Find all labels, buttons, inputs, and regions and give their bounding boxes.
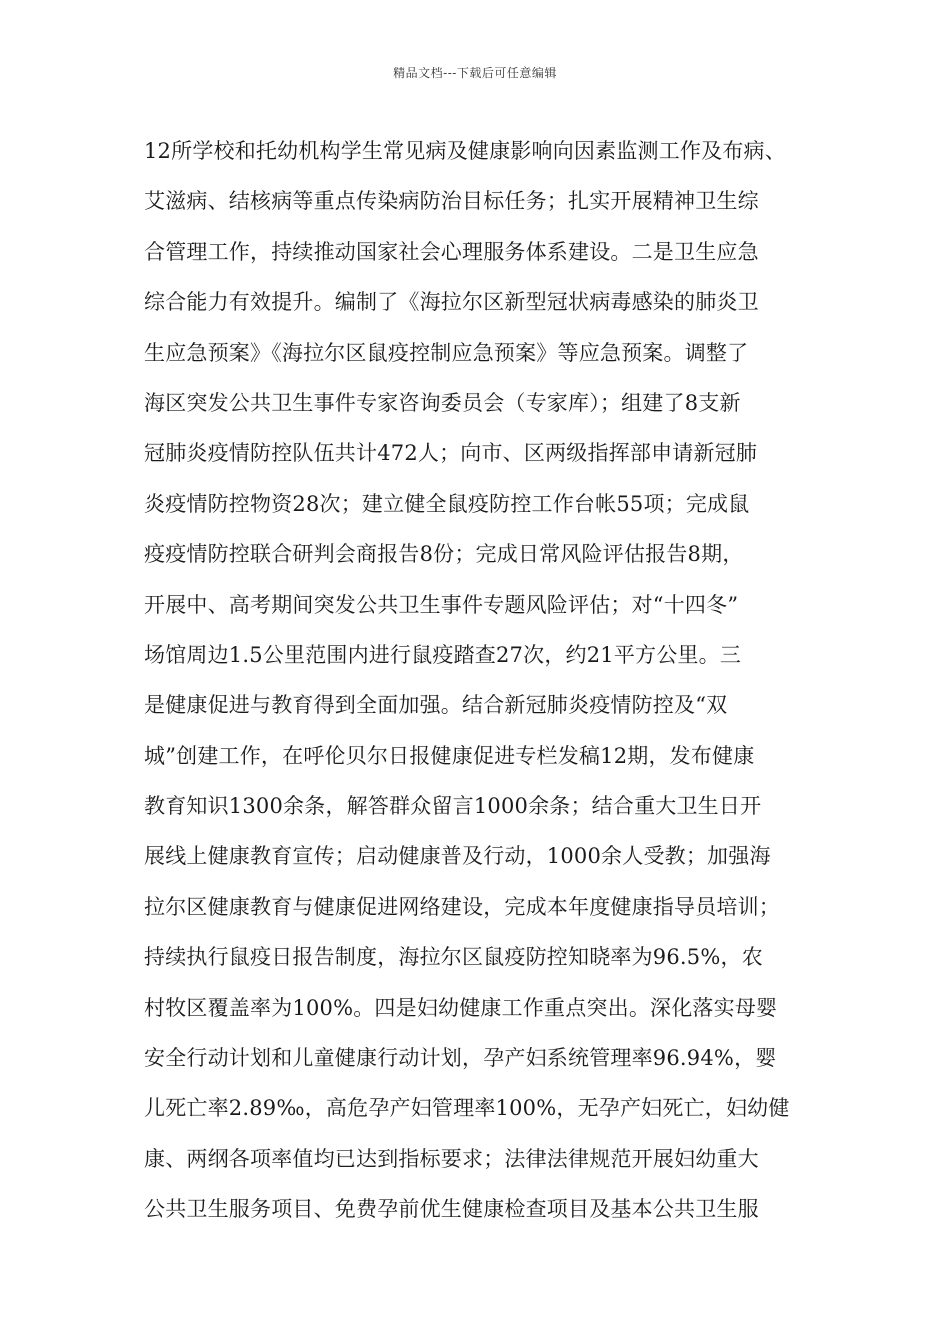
page-header: 精品文档---下载后可任意编辑 [393,66,557,80]
text-line: 疫疫情防控联合研判会商报告8份；完成日常风险评估报告8期， [144,542,744,567]
text-line: 海区突发公共卫生事件专家咨询委员会（专家库）；组建了8支新 [144,390,741,415]
text-line: 综合能力有效提升。编制了《海拉尔区新型冠状病毒感染的肺炎卫 [144,290,759,315]
text-line: 安全行动计划和儿童健康行动计划，孕产妇系统管理率96.94%，婴 [144,1046,777,1071]
text-line: 村牧区覆盖率为100%。四是妇幼健康工作重点突出。深化落实母婴 [144,995,778,1020]
text-line: 场馆周边1.5公里范围内进行鼠疫踏查27次，约21平方公里。三 [144,642,742,667]
text-line: 城”创建工作，在呼伦贝尔日报健康促进专栏发稿12期，发布健康 [144,743,755,768]
text-line: 教育知识1300余条，解答群众留言1000余条；结合重大卫生日开 [144,794,762,819]
text-line: 艾滋病、结核病等重点传染病防治目标任务；扎实开展精神卫生综 [144,189,759,214]
text-line: 儿死亡率2.89‰，高危孕产妇管理率100%，无孕产妇死亡，妇幼健 [144,1096,790,1121]
document-body [144,126,834,1235]
text-line: 合管理工作，持续推动国家社会心理服务体系建设。二是卫生应急 [144,239,759,264]
text-line: 拉尔区健康教育与健康促进网络建设，完成本年度健康指导员培训； [144,894,780,919]
text-line: 是健康促进与教育得到全面加强。结合新冠肺炎疫情防控及“双 [144,693,728,718]
text-line: 公共卫生服务项目、免费孕前优生健康检查项目及基本公共卫生服 [144,1197,759,1222]
text-line: 生应急预案》《海拉尔区鼠疫控制应急预案》等应急预案。调整了 [144,340,749,365]
text-line: 开展中、高考期间突发公共卫生事件专题风险评估；对“十四冬” [144,592,739,617]
text-line: 炎疫情防控物资28次；建立健全鼠疫防控工作台帐55项；完成鼠 [144,491,750,516]
text-line: 展线上健康教育宣传；启动健康普及行动，1000余人受教；加强海 [144,844,771,869]
text-line: 12所学校和托幼机构学生常见病及健康影响向因素监测工作及布病、 [144,139,786,163]
text-line: 康、两纲各项率值均已达到指标要求；法律法律规范开展妇幼重大 [144,1146,759,1171]
text-line: 冠肺炎疫情防控队伍共计472人；向市、区两级指挥部申请新冠肺 [144,441,758,466]
text-line: 持续执行鼠疫日报告制度，海拉尔区鼠疫防控知晓率为96.5%，农 [144,945,763,970]
